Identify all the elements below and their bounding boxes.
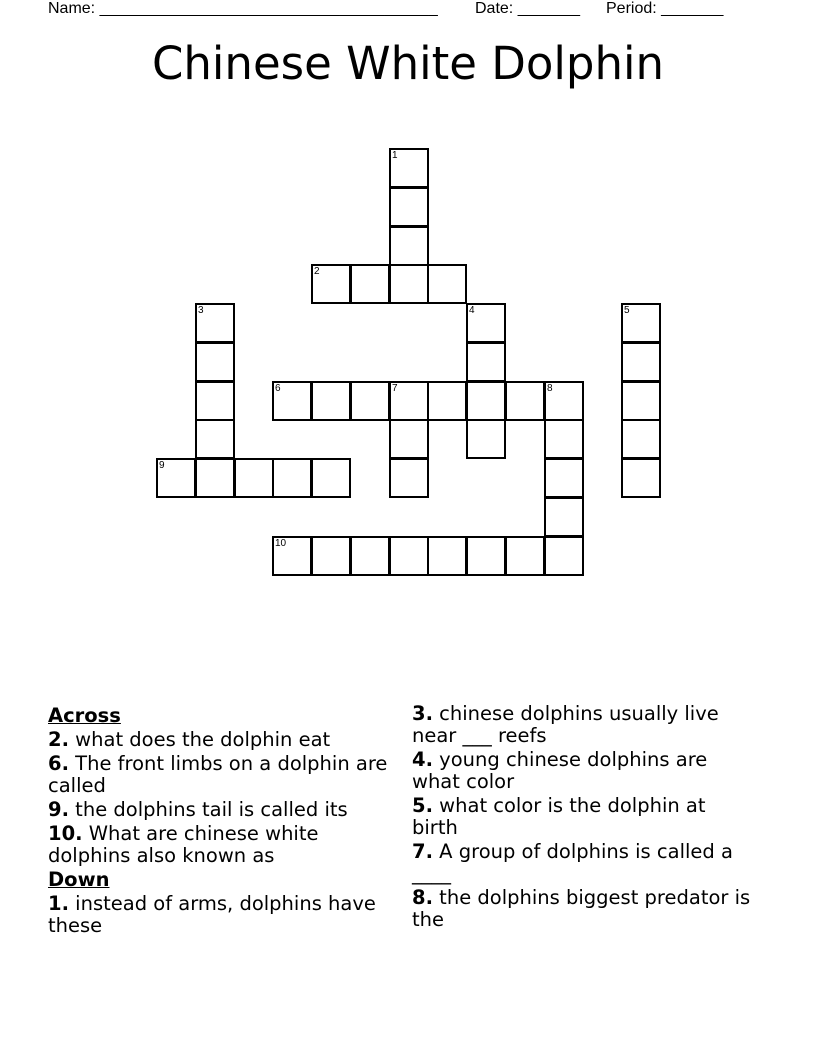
grid-cell[interactable] xyxy=(389,419,429,459)
grid-cell[interactable] xyxy=(272,381,312,421)
grid-cell[interactable] xyxy=(544,381,584,421)
grid-cell[interactable] xyxy=(195,381,235,421)
clue-down-5: 5. what color is the dolphin at birth xyxy=(412,794,706,839)
clue-across-10: 10. What are chinese white dolphins also known as xyxy=(48,822,319,867)
cell-number: 4 xyxy=(469,305,475,316)
grid-cell[interactable] xyxy=(427,536,467,576)
grid-cell[interactable] xyxy=(350,264,390,304)
grid-cell[interactable] xyxy=(621,419,661,459)
grid-cell[interactable] xyxy=(195,419,235,459)
cell-number: 10 xyxy=(275,538,287,549)
clue-across-9: 9. the dolphins tail is called its xyxy=(48,798,348,821)
grid-cell[interactable] xyxy=(195,303,235,343)
grid-cell[interactable] xyxy=(272,458,312,498)
grid-cell[interactable] xyxy=(311,536,351,576)
grid-cell[interactable] xyxy=(389,264,429,304)
cell-number: 6 xyxy=(275,383,281,394)
clue-down-3: 3. chinese dolphins usually live near ___ reefs xyxy=(412,702,719,747)
grid-cell[interactable] xyxy=(466,381,506,421)
grid-cell[interactable] xyxy=(389,381,429,421)
cell-number: 7 xyxy=(392,383,398,394)
clues-left-column xyxy=(48,703,388,939)
clue-down-4: 4. young chinese dolphins are what color xyxy=(412,748,708,793)
grid-cell[interactable] xyxy=(505,536,545,576)
grid-cell[interactable] xyxy=(350,536,390,576)
grid-cell[interactable] xyxy=(389,536,429,576)
grid-cell[interactable] xyxy=(389,226,429,266)
grid-cell[interactable] xyxy=(621,342,661,382)
grid-cell[interactable] xyxy=(427,381,467,421)
grid-cell[interactable] xyxy=(389,148,429,188)
grid-cell[interactable] xyxy=(621,458,661,498)
cell-number: 2 xyxy=(314,266,320,277)
grid-cell[interactable] xyxy=(195,342,235,382)
grid-cell[interactable] xyxy=(389,458,429,498)
grid-cell[interactable] xyxy=(350,381,390,421)
grid-cell[interactable] xyxy=(466,303,506,343)
grid-cell[interactable] xyxy=(544,419,584,459)
grid-cell[interactable] xyxy=(311,264,351,304)
cell-number: 9 xyxy=(159,460,165,471)
clue-across-2: 2. what does the dolphin eat xyxy=(48,728,331,751)
grid-cell[interactable] xyxy=(389,187,429,227)
grid-cell[interactable] xyxy=(195,458,235,498)
down-heading: Down xyxy=(48,868,110,891)
grid-cell[interactable] xyxy=(466,419,506,459)
cell-number: 1 xyxy=(392,150,398,161)
date-field[interactable]: Date: _______ xyxy=(475,0,580,17)
clue-across-6: 6. The front limbs on a dolphin are called xyxy=(48,752,388,797)
grid-cell[interactable] xyxy=(505,381,545,421)
grid-cell[interactable] xyxy=(621,381,661,421)
clue-down-1: 1. instead of arms, dolphins have these xyxy=(48,892,376,937)
cell-number: 8 xyxy=(547,383,553,394)
page-title: Chinese White Dolphin xyxy=(151,37,665,90)
grid-cell[interactable] xyxy=(272,536,312,576)
name-field[interactable]: Name: ______________________________________ xyxy=(48,0,438,17)
clue-down-7: 7. A group of dolphins is called a ____ xyxy=(412,840,733,885)
cell-number: 3 xyxy=(198,305,204,316)
grid-cell[interactable] xyxy=(544,497,584,537)
clues-right-column xyxy=(412,703,752,933)
grid-cell[interactable] xyxy=(544,536,584,576)
grid-cell[interactable] xyxy=(234,458,274,498)
grid-cell[interactable] xyxy=(311,381,351,421)
period-field[interactable]: Period: _______ xyxy=(606,0,724,17)
cell-number: 5 xyxy=(624,305,630,316)
clue-down-8: 8. the dolphins biggest predator is the xyxy=(412,886,751,931)
grid-cell[interactable] xyxy=(156,458,196,498)
grid-cell[interactable] xyxy=(466,536,506,576)
grid-cell[interactable] xyxy=(311,458,351,498)
grid-cell[interactable] xyxy=(427,264,467,304)
across-heading: Across xyxy=(48,704,121,727)
grid-cell[interactable] xyxy=(466,342,506,382)
grid-cell[interactable] xyxy=(544,458,584,498)
grid-cell[interactable] xyxy=(621,303,661,343)
